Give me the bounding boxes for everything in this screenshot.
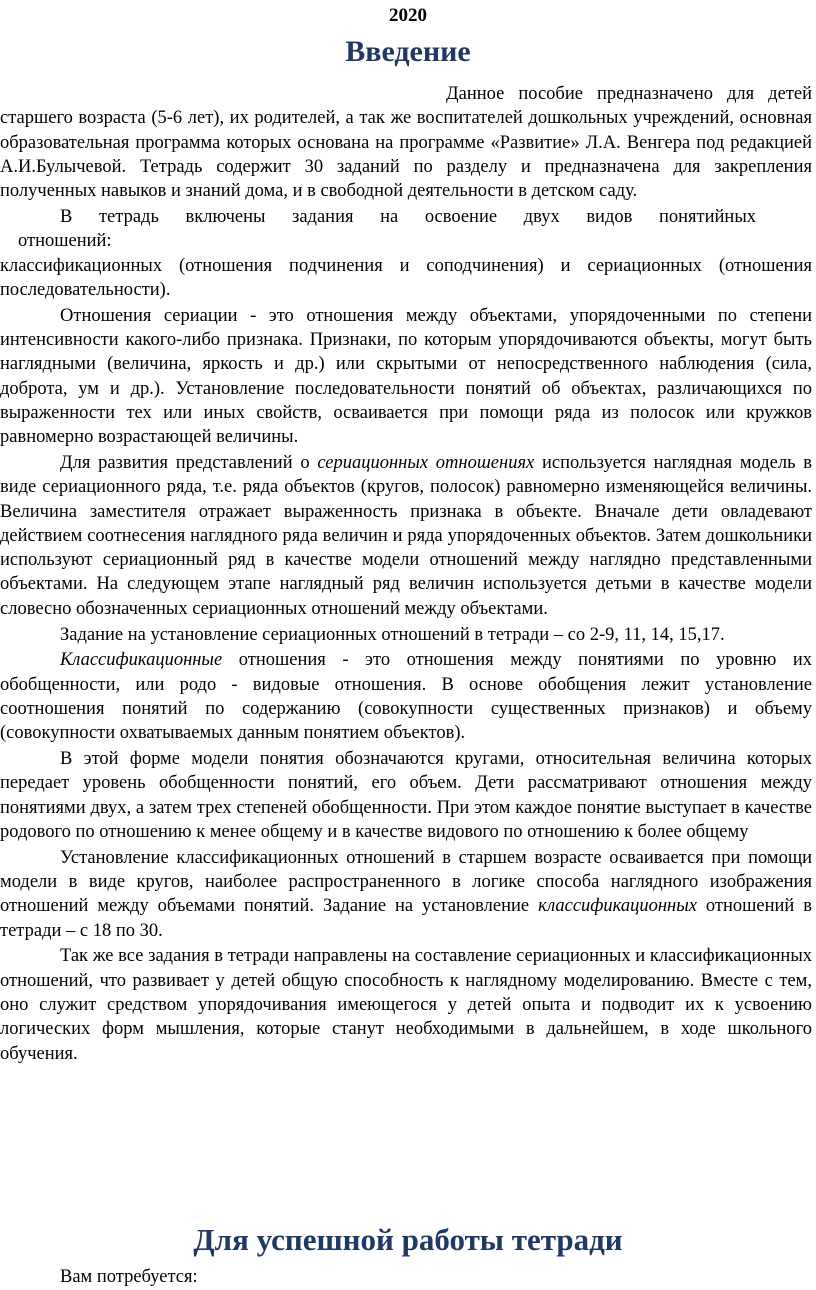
intro-body [0,82,812,1067]
paragraph-classification-definition [0,648,812,745]
section-heading-work: Для успешной работы тетради [193,1222,623,1257]
paragraph-seriation-definition: Отношения сериации - это отношения между объектами, упорядоченными по степени интенсивности какого-либо признака. Признаки, по которым упорядочиваются объекты, могут быть наглядными (величина, яркость и др.) или скрытыми от непосредственного наблюдения (сила, доброта, ум и др.). Установление последовательности понятий об объектах, различающихся по выраженности тех или иных свойств, осваивается при помощи ряда из полосок или кружков равномерно возрастающей величины. [0,305,812,448]
text-fragment: Установление классификационных отношений в старшем возрасте осваивается при помощи модели в виде кругов, наиболее распространенного в логике способа наглядного изображения отношений между объемами понятий. Задание на установление [0,847,812,917]
text-fragment: отношения - это отношения между понятиями по уровню их обобщенности, или родо - видовые отношения. В основе обобщения лежит установление соотношения понятий по содержанию (совокупности существенных признаков) и объему (совокупности охватываемых данным понятием объектов). [0,650,812,744]
paragraph-summary: Так же все задания в тетради направлены на составление сериационных и классификационных отношений, что развивает у детей общую способность к наглядному моделированию. Вместе с тем, оно служит средством упорядочивания имеющегося у детей опыта и подводит их к усвоению логических форм мышления, которые станут необходимыми в дальнейшем, в ходе школьного обучения. [0,946,812,1064]
paragraph-seriation-model [0,451,812,621]
materials-intro: Вам потребуется: [60,1267,198,1287]
emphasis-seriation: сериационных отношениях [317,452,535,473]
paragraph-circles-model: В этой форме модели понятия обозначаются кругами, относительная величина которых передает уровень обобщенности понятий, его объем. Дети рассматривают отношения между понятиями двух, а затем трех степеней обобщенности. При этом каждое понятие выступает в качестве родового по отношению к менее общему и в качестве видового по отношению к более общему [0,749,812,842]
paragraph-contents-lead: В тетрадь включены задания на освоение двух видов понятийных [60,206,756,227]
intro-heading: Введение [345,35,471,68]
paragraph-classification-tasks [0,846,812,943]
paragraph-seriation-tasks: Задание на установление сериационных отношений в тетради – со 2-9, 11, 14, 15,17. [60,624,725,645]
document-year: 2020 [389,5,427,26]
emphasis-classification: Классификационные [60,650,223,671]
text-fragment: отношений в тетради – с 18 по 30. [0,896,812,941]
text-fragment: используется наглядная модель в виде сериационного ряда, т.е. ряда объектов (кругов, полосок) равномерно изменяющейся величины. Величина заместителя отражает выраженность признака в объекте. Вначале дети овладевают действием соотнесения наглядного ряда величин и ряда упорядоченных объектов. Затем дошкольники используют сериационный ряд в качестве модели отношений между наглядно представленными объектами. На следующем этапе наглядный ряд величин используется детьми в качестве модели словесно обозначенных сериационных отношений между объектами. [0,452,812,619]
paragraph-purpose: Данное пособие предназначено для детей старшего возраста (5-6 лет), их родителей, а так же воспитателей дошкольных учреждений, основная образовательная программа которых основана на программе «Развитие» Л.А. Венгера под редакцией А.И.Булычевой. Тетрадь содержит 30 заданий по разделу и предназначена для закрепления полученных навыков и знаний дома, и в свободной деятельности в детском саду. [0,84,812,202]
paragraph-contents-rest: классификационных (отношения подчинения и соподчинения) и сериационных (отношения последовательности). [0,255,812,300]
emphasis-classification-tasks: классификационных [538,896,697,917]
text-fragment: Для развития представлений о [60,452,318,473]
paragraph-contents [0,205,812,302]
paragraph-contents-lead2: отношений: [18,231,112,252]
